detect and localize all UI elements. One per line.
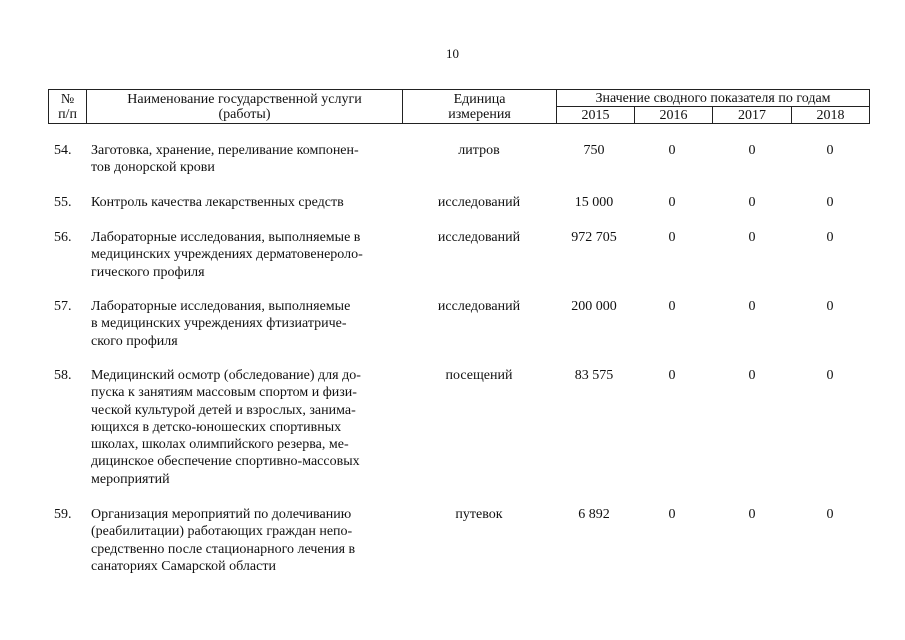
page-number: 10 <box>446 46 459 61</box>
service-name <box>91 367 398 488</box>
service-name-line: гического профиля <box>91 264 205 280</box>
service-name-line: мероприятий <box>91 471 170 487</box>
value-2016: 0 <box>668 195 676 210</box>
unit-cell: литров <box>458 143 500 158</box>
header-year-2018: 2018 <box>792 107 870 124</box>
unit-cell: исследований <box>437 299 521 314</box>
service-name-line: Лабораторные исследования, выполняемые <box>91 299 351 314</box>
unit-cell: посещений <box>445 368 513 383</box>
unit-cell: путевок <box>455 507 503 522</box>
service-name <box>91 194 398 211</box>
value-2018: 0 <box>826 507 834 522</box>
service-name-line: Организация мероприятий по долечиванию <box>91 507 352 522</box>
value-2018: 0 <box>826 368 834 383</box>
header-year-2015: 2015 <box>557 107 635 124</box>
service-name-line: Заготовка, хранение, переливание компонен- <box>91 143 359 158</box>
value-2017: 0 <box>748 299 756 314</box>
service-name <box>91 506 398 575</box>
service-name <box>91 298 398 350</box>
service-name-line: санаториях Самарской области <box>91 558 276 574</box>
value-2017: 0 <box>748 368 756 383</box>
service-name-line: дицинское обеспечение спортивно-массовых <box>91 454 360 470</box>
value-2018: 0 <box>826 143 834 158</box>
unit-cell: исследований <box>437 195 521 210</box>
service-name-line: ющихся в детско-юношеских спортивных <box>91 419 342 435</box>
header-num-line1: № <box>60 91 75 107</box>
row-number: 57. <box>54 299 72 314</box>
service-name-line: в медицинских учреждениях фтизиатриче- <box>91 316 347 332</box>
value-2017: 0 <box>748 507 756 522</box>
value-2016: 0 <box>668 143 676 158</box>
unit-cell: исследований <box>437 230 521 245</box>
value-2016: 0 <box>668 230 676 245</box>
row-number: 55. <box>54 195 72 210</box>
service-name-line: школах, школах олимпийского резерва, ме- <box>91 437 349 453</box>
value-2018: 0 <box>826 230 834 245</box>
value-2016: 0 <box>668 299 676 314</box>
value-2015: 750 <box>583 143 605 158</box>
service-name-line: Медицинский осмотр (обследование) для до- <box>91 368 361 383</box>
service-name-line: Лабораторные исследования, выполняемые в <box>91 230 361 245</box>
header-name-line1: Наименование государственной услуги <box>127 91 362 107</box>
value-2017: 0 <box>748 195 756 210</box>
value-2015: 83 575 <box>574 368 614 383</box>
service-name-line: тов донорской крови <box>91 160 215 176</box>
service-name-line: (реабилитации) работающих граждан непо- <box>91 524 353 540</box>
header-num <box>49 90 87 124</box>
service-name-line: Контроль качества лекарственных средств <box>91 195 344 210</box>
value-2017: 0 <box>748 230 756 245</box>
table-header <box>48 89 870 124</box>
row-number: 58. <box>54 368 72 383</box>
header-unit-line2: измерения <box>448 106 511 122</box>
header-year-2016: 2016 <box>635 107 713 124</box>
value-2015: 200 000 <box>571 299 617 314</box>
value-2016: 0 <box>668 368 676 383</box>
header-name-line2: (работы) <box>218 106 271 122</box>
service-name-line: средственно после стационарного лечения в <box>91 541 356 557</box>
value-2018: 0 <box>826 299 834 314</box>
value-2015: 972 705 <box>571 230 617 245</box>
service-name-line: пуска к занятиям массовым спортом и физи- <box>91 385 357 401</box>
value-2017: 0 <box>748 143 756 158</box>
row-number: 56. <box>54 230 72 245</box>
service-name-line: ского профиля <box>91 333 178 349</box>
service-name-line: ческой культурой детей и взрослых, занима- <box>91 402 356 418</box>
header-values-title: Значение сводного показателя по годам <box>557 90 870 107</box>
value-2018: 0 <box>826 195 834 210</box>
header-name <box>87 90 403 124</box>
header-unit-line1: Единица <box>453 91 506 107</box>
service-name <box>91 229 398 281</box>
service-name-line: медицинских учреждениях дерматовенероло- <box>91 247 363 263</box>
row-number: 54. <box>54 143 72 158</box>
row-number: 59. <box>54 507 72 522</box>
header-unit <box>403 90 557 124</box>
service-name <box>91 142 398 177</box>
header-year-2017: 2017 <box>713 107 792 124</box>
header-num-line2: п/п <box>58 106 77 122</box>
value-2015: 6 892 <box>578 507 610 522</box>
value-2015: 15 000 <box>574 195 614 210</box>
value-2016: 0 <box>668 507 676 522</box>
